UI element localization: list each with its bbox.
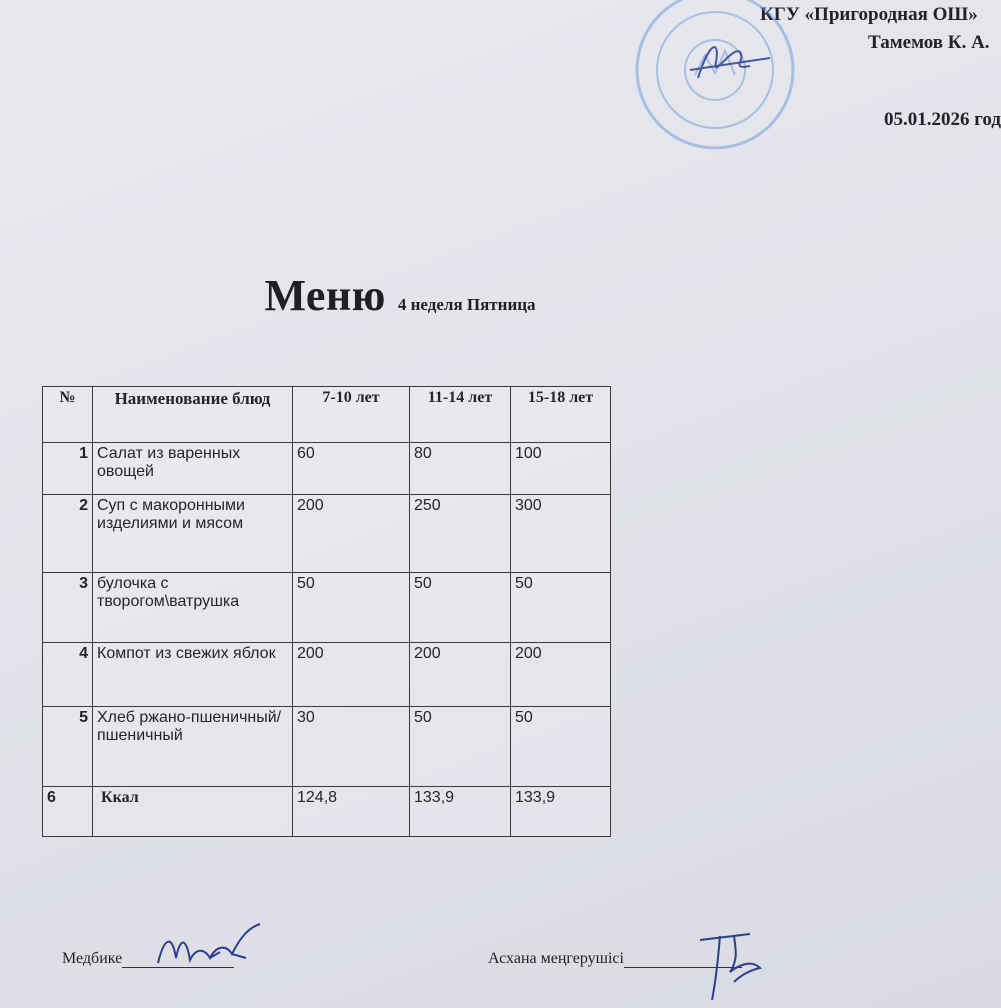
dish-name: Салат из варенных овощей: [93, 443, 293, 495]
dish-name: Хлеб ржано-пшеничный/ пшеничный: [93, 707, 293, 787]
portion-11-14: 200: [410, 643, 511, 707]
portion-7-10: 60: [293, 443, 410, 495]
portion-7-10: 50: [293, 573, 410, 643]
dish-name: Компот из свежих яблок: [93, 643, 293, 707]
table-row-total: [43, 787, 611, 837]
dish-name: булочка с творогом\ватрушка: [93, 573, 293, 643]
table-row: [43, 573, 611, 643]
row-number: 3: [43, 573, 93, 643]
row-number: 1: [43, 443, 93, 495]
portion-15-18: 200: [511, 643, 611, 707]
table-row: [43, 495, 611, 573]
director-name: Тамемов К. А.: [868, 32, 990, 53]
cook-label: Асхана меңгерушісі: [488, 950, 624, 967]
portion-11-14: 250: [410, 495, 511, 573]
menu-table: [42, 386, 611, 837]
portion-15-18: 100: [511, 443, 611, 495]
kcal-15-18: 133,9: [511, 787, 611, 837]
title-main: Меню: [264, 271, 386, 320]
menu-title: [0, 270, 800, 321]
header-age-7-10: 7-10 лет: [293, 387, 410, 443]
cook-signature: [690, 920, 780, 1008]
table-row: [43, 443, 611, 495]
portion-11-14: 80: [410, 443, 511, 495]
title-sub: 4 неделя Пятница: [397, 295, 536, 314]
header-age-15-18: 15-18 лет: [511, 387, 611, 443]
medic-label: Медбике: [62, 950, 123, 967]
portion-7-10: 30: [293, 707, 410, 787]
row-number: 5: [43, 707, 93, 787]
portion-15-18: 50: [511, 573, 611, 643]
kcal-label: Ккал: [93, 787, 293, 837]
portion-11-14: 50: [410, 573, 511, 643]
portion-7-10: 200: [293, 495, 410, 573]
dish-name: Суп с макоронными изделиями и мясом: [93, 495, 293, 573]
portion-11-14: 50: [410, 707, 511, 787]
header-dish-name: Наименование блюд: [93, 387, 293, 443]
organization-name: КГУ «Пригородная ОШ»: [760, 4, 978, 25]
kcal-11-14: 133,9: [410, 787, 511, 837]
official-stamp: [620, 0, 800, 170]
table-row: [43, 643, 611, 707]
row-number: 6: [43, 787, 93, 837]
header-age-11-14: 11-14 лет: [410, 387, 511, 443]
header-number: №: [43, 387, 93, 443]
row-number: 4: [43, 643, 93, 707]
row-number: 2: [43, 495, 93, 573]
portion-7-10: 200: [293, 643, 410, 707]
approval-date: 05.01.2026 год: [884, 109, 1001, 130]
table-row: [43, 707, 611, 787]
portion-15-18: 50: [511, 707, 611, 787]
table-header-row: [43, 387, 611, 443]
portion-15-18: 300: [511, 495, 611, 573]
medic-signature: [150, 918, 270, 978]
kcal-7-10: 124,8: [293, 787, 410, 837]
